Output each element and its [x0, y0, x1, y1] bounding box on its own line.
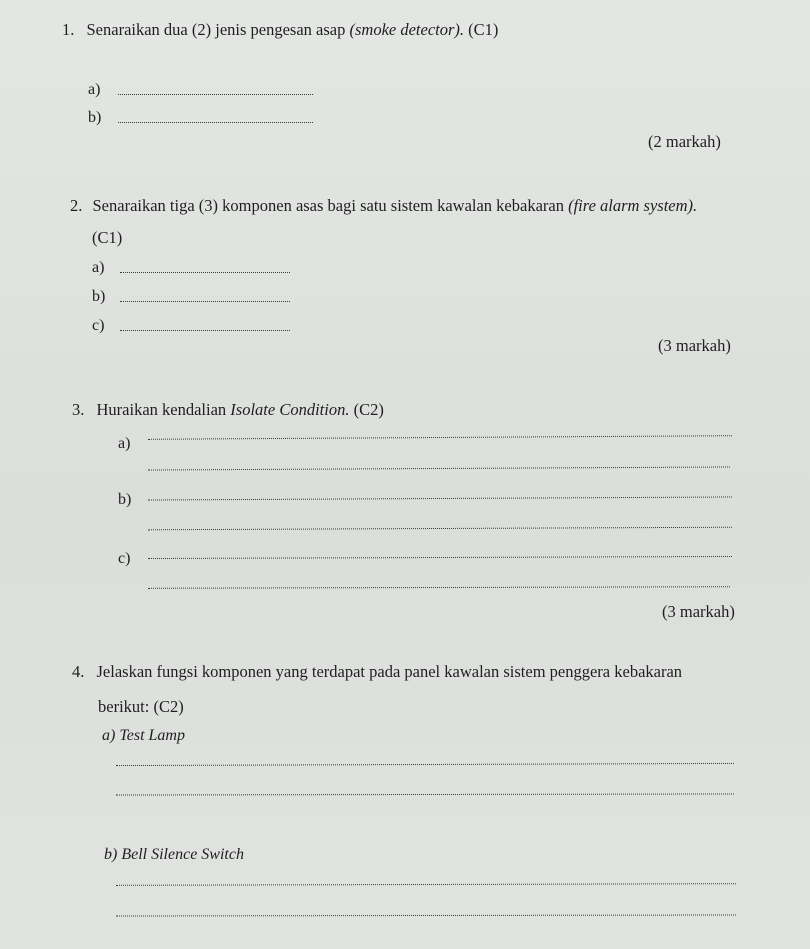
question-2-item-a-answer-line[interactable] — [120, 272, 290, 273]
question-3-level: (C2) — [353, 400, 384, 419]
question-2-marks: (3 markah) — [658, 336, 731, 355]
question-1-level: (C1) — [468, 20, 499, 39]
question-4-text-line-2: berikut: (C2) — [98, 697, 184, 716]
question-1-italic: (smoke detector). — [349, 20, 465, 39]
question-1-heading — [62, 20, 498, 40]
question-4-item-b-answer-line-1[interactable] — [116, 883, 736, 886]
question-1-item-b-answer-line[interactable] — [118, 122, 313, 123]
question-4-item-b-answer-line-2[interactable] — [116, 914, 736, 916]
question-4-number: 4. — [72, 662, 85, 681]
question-2-text: Senaraikan tiga (3) komponen asas bagi satu sistem kawalan kebakaran — [92, 196, 564, 215]
question-2-item-c-label: c) — [92, 317, 105, 334]
question-3-item-a-label: a) — [118, 435, 131, 452]
question-4-item-b-label: b) Bell Silence Switch — [104, 846, 244, 863]
question-1-marks: (2 markah) — [648, 132, 721, 151]
question-2-number: 2. — [70, 196, 83, 215]
question-2-item-b-answer-line[interactable] — [120, 301, 290, 302]
question-3-text: Huraikan kendalian — [96, 400, 227, 419]
question-1-item-a-label: a) — [88, 81, 101, 98]
question-3-item-b-answer-line-1[interactable] — [148, 496, 732, 500]
question-4-item-a-answer-line-1[interactable] — [116, 763, 734, 766]
question-4-text: Jelaskan fungsi komponen yang terdapat pada panel kawalan sistem penggera kebakaran — [96, 662, 683, 681]
question-3-number: 3. — [72, 400, 85, 419]
question-3-item-c-answer-line-1[interactable] — [148, 556, 732, 559]
question-3-item-b-answer-line-2[interactable] — [148, 527, 732, 531]
question-3-italic: Isolate Condition. — [230, 400, 350, 419]
question-4-item-a-answer-line-2[interactable] — [116, 793, 734, 795]
question-1-item-b-label: b) — [88, 109, 102, 126]
question-1-text: Senaraikan dua (2) jenis pengesan asap — [86, 20, 346, 39]
question-3-item-a-answer-line-2[interactable] — [148, 466, 730, 470]
question-4-heading — [72, 662, 682, 682]
question-3-item-c-answer-line-2[interactable] — [148, 586, 730, 589]
question-4-item-a-label: a) Test Lamp — [102, 727, 185, 744]
question-2-italic: (fire alarm system). — [568, 196, 698, 215]
question-2-heading — [70, 196, 697, 216]
question-1-item-a-answer-line[interactable] — [118, 94, 313, 95]
question-2-item-c-answer-line[interactable] — [120, 330, 290, 331]
question-1-number: 1. — [62, 20, 75, 39]
question-3-heading — [72, 400, 384, 420]
question-3-item-c-label: c) — [118, 550, 131, 567]
question-3-item-a-answer-line-1[interactable] — [148, 435, 732, 440]
question-2-level: (C1) — [92, 228, 123, 247]
question-3-marks: (3 markah) — [662, 602, 735, 621]
question-3-item-b-label: b) — [118, 491, 132, 508]
question-2-item-a-label: a) — [92, 259, 105, 276]
question-2-item-b-label: b) — [92, 288, 106, 305]
